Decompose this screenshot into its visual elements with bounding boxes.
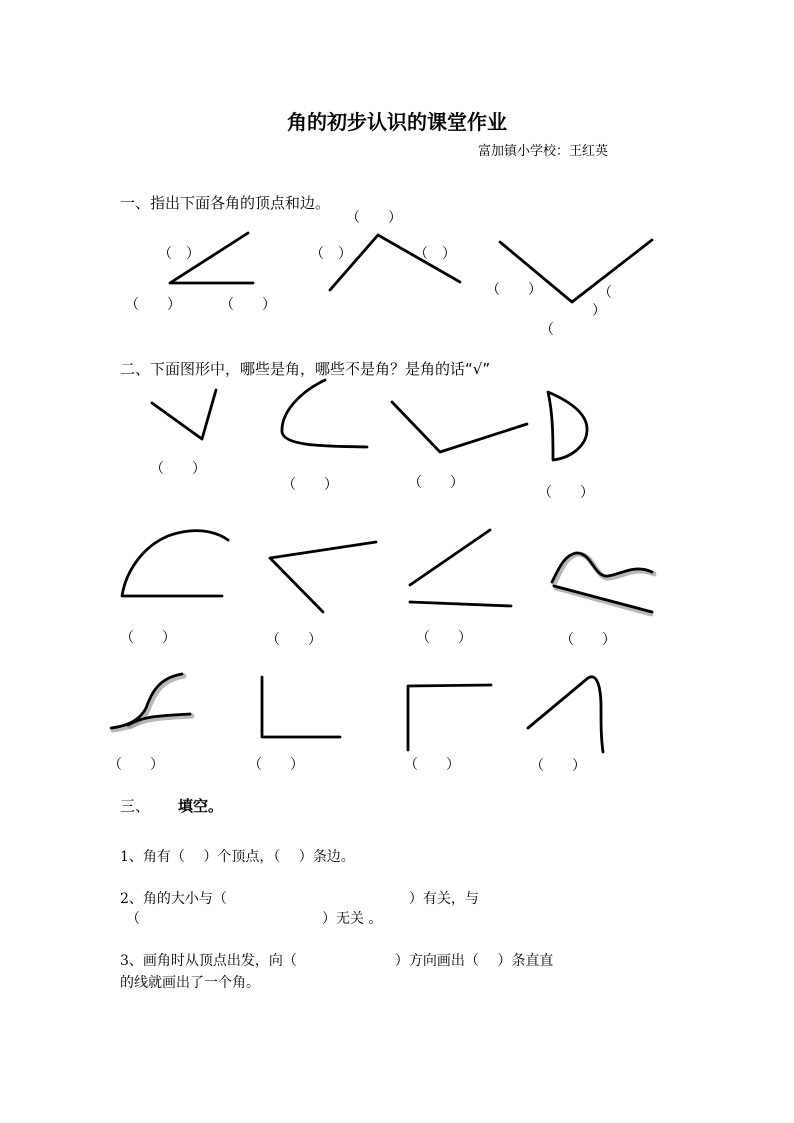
s2-fig-3-angle bbox=[392, 402, 527, 452]
s2-fig-7-line-b bbox=[410, 602, 511, 606]
blank-s1-8a[interactable]: （ bbox=[598, 285, 612, 301]
question-3-line2: 的线就画出了一个角。 bbox=[120, 975, 260, 991]
answer-11[interactable]: （ ） bbox=[404, 757, 460, 773]
answer-10[interactable]: （ ） bbox=[248, 757, 304, 773]
blank-s1-1[interactable]: （ ） bbox=[158, 246, 200, 262]
s2-fig-7-line-a bbox=[410, 530, 490, 585]
question-2-line2: （ ）无关 。 bbox=[126, 911, 383, 927]
s2-fig-12-curve bbox=[528, 677, 603, 752]
answer-9[interactable]: （ ） bbox=[108, 757, 164, 773]
s2-fig-8-line bbox=[554, 586, 652, 612]
answer-2[interactable]: （ ） bbox=[282, 477, 338, 493]
section1-heading: 一、指出下面各角的顶点和边。 bbox=[120, 194, 331, 212]
answer-12[interactable]: （ ） bbox=[530, 758, 586, 774]
section3-heading: 填空。 bbox=[178, 797, 224, 815]
answer-5[interactable]: （ ） bbox=[120, 630, 176, 646]
blank-s1-2[interactable]: （ ） bbox=[125, 297, 181, 313]
answer-8[interactable]: （ ） bbox=[560, 632, 616, 648]
s2-fig-2-curve bbox=[282, 380, 367, 447]
s2-fig-4-semicircle bbox=[548, 392, 587, 460]
answer-1[interactable]: （ ） bbox=[150, 461, 206, 477]
blank-s1-8b[interactable]: ） bbox=[592, 303, 606, 319]
s2-fig-5-arc bbox=[122, 531, 228, 596]
s2-fig-1-angle bbox=[152, 390, 216, 439]
blank-s1-9[interactable]: （ bbox=[540, 322, 554, 338]
author-line: 富加镇小学校：王红英 bbox=[478, 144, 609, 159]
answer-7[interactable]: （ ） bbox=[416, 630, 472, 646]
answer-6[interactable]: （ ） bbox=[266, 632, 322, 648]
s2-fig-11-right-angle bbox=[408, 685, 491, 750]
question-3-line1: 3、画角时从顶点出发，向（ ）方向画出（ ）条直直 bbox=[120, 953, 554, 969]
page-title: 角的初步认识的课堂作业 bbox=[287, 110, 507, 134]
question-1: 1、角有（ ）个顶点，（ ）条边。 bbox=[120, 849, 355, 865]
section2-heading: 二、下面图形中，哪些是角，哪些不是角？是角的话“√” bbox=[120, 360, 491, 378]
blank-s1-7[interactable]: （ ） bbox=[486, 282, 542, 298]
blank-s1-3[interactable]: （ ） bbox=[220, 297, 276, 313]
question-2-line1: 2、角的大小与（ ）有关，与 bbox=[120, 891, 479, 907]
section3-number: 三、 bbox=[120, 797, 151, 815]
blank-s1-6[interactable]: （ ） bbox=[414, 246, 456, 262]
s1-angle-2 bbox=[330, 235, 460, 290]
s1-angle-3 bbox=[500, 240, 652, 302]
blank-s1-4[interactable]: （ ） bbox=[346, 210, 402, 226]
s1-angle-1 bbox=[170, 233, 253, 283]
blank-s1-5[interactable]: （ ） bbox=[310, 246, 352, 262]
answer-4[interactable]: （ ） bbox=[538, 485, 594, 501]
s2-fig-10-right-angle bbox=[262, 677, 340, 737]
s2-fig-6-angle bbox=[270, 542, 376, 612]
answer-3[interactable]: （ ） bbox=[408, 475, 464, 491]
